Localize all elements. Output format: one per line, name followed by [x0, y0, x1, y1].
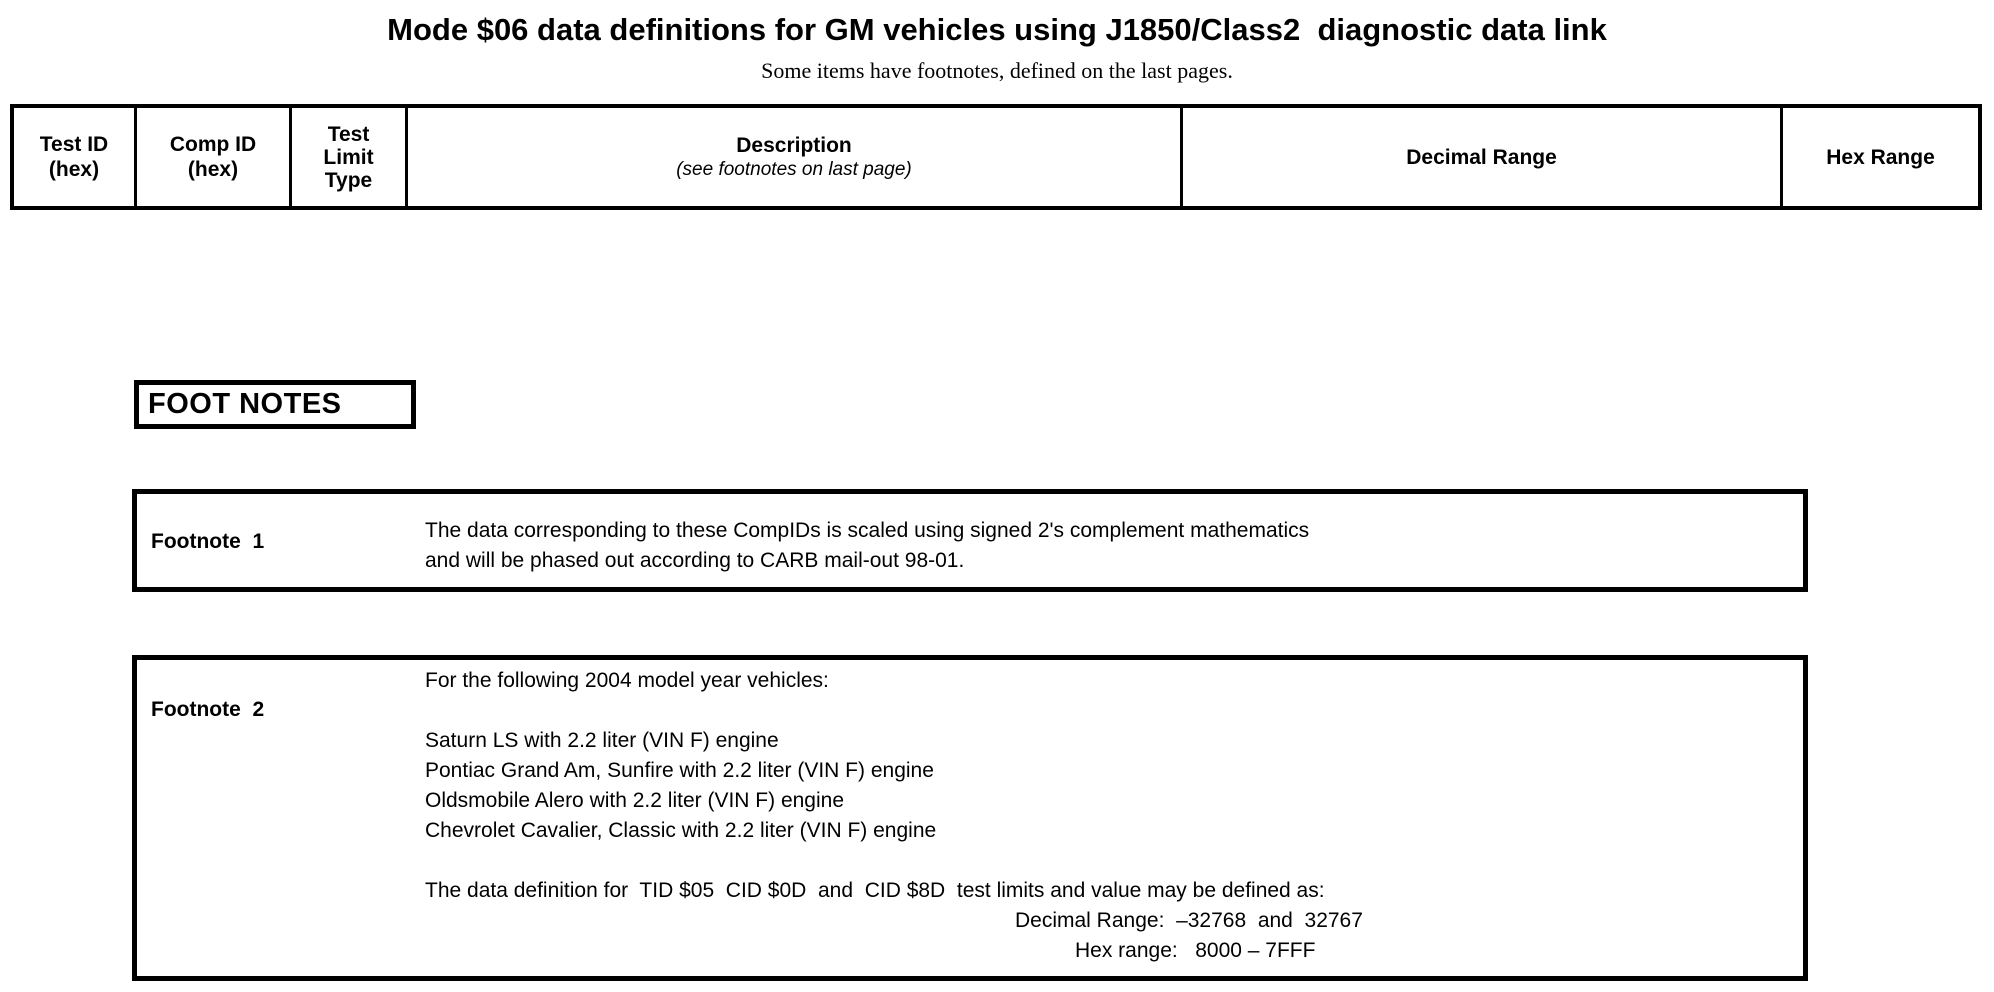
footnote-2-label: Footnote 2 [151, 698, 265, 721]
column-header-comp-id-line2: (hex) [187, 158, 239, 181]
footnotes-section-heading-text: FOOT NOTES [148, 388, 342, 420]
column-header-test-limit-type [292, 108, 408, 206]
footnote-1-text-line1: The data corresponding to these CompIDs is scaled using signed 2's complement mathematics [425, 519, 1310, 542]
footnote-2-decimal-range: Decimal Range: –32768 and 32767 [1015, 909, 1363, 932]
footnote-2-vehicle-4: Chevrolet Cavalier, Classic with 2.2 liter (VIN F) engine [425, 819, 937, 842]
data-table-header [10, 104, 1982, 210]
spacer-line [425, 846, 1803, 876]
footnote-2-vehicle-3: Oldsmobile Alero with 2.2 liter (VIN F) engine [425, 789, 845, 812]
footnote-2-intro: For the following 2004 model year vehicles: [425, 669, 829, 692]
footnotes-section-heading [134, 380, 416, 429]
column-header-test-id-line1: Test ID [39, 133, 109, 156]
spacer-line [425, 696, 1803, 726]
footnote-2-vehicle-2: Pontiac Grand Am, Sunfire with 2.2 liter (VIN F) engine [425, 759, 934, 782]
column-header-test-id [14, 108, 137, 206]
footnote-2-hex-range: Hex range: 8000 – 7FFF [1075, 939, 1316, 962]
footnote-2-content [425, 660, 1803, 966]
column-header-decimal-range-line1: Decimal Range [1406, 145, 1557, 169]
column-header-hex-range-line1: Hex Range [1826, 145, 1935, 169]
footnote-2-definition: The data definition for TID $05 CID $0D and CID $8D test limits and value may be defined as: [425, 879, 1325, 902]
column-header-test-limit-type-line1: Test [327, 122, 370, 146]
footnote-1-content [425, 494, 1803, 576]
page-subtitle: Some items have footnotes, defined on the last pages. [761, 58, 1233, 83]
column-header-description-line1: Description [736, 133, 852, 157]
page-title: Mode $06 data definitions for GM vehicles using J1850/Class2 diagnostic data link [387, 12, 1607, 47]
footnote-1-box [132, 489, 1808, 592]
footnote-2-vehicle-1: Saturn LS with 2.2 liter (VIN F) engine [425, 729, 779, 752]
column-header-comp-id-line1: Comp ID [169, 133, 257, 156]
footnote-1-label: Footnote 1 [151, 530, 265, 553]
column-header-description [408, 108, 1183, 206]
column-header-test-limit-type-line3: Type [324, 168, 373, 192]
column-header-comp-id [137, 108, 292, 206]
column-header-hex-range [1783, 108, 1978, 206]
column-header-description-note: (see footnotes on last page) [676, 158, 912, 180]
column-header-test-id-line2: (hex) [48, 158, 100, 181]
footnote-1-text-line2: and will be phased out according to CARB mail-out 98-01. [425, 549, 965, 572]
footnote-2-box [132, 655, 1808, 981]
column-header-decimal-range [1183, 108, 1783, 206]
column-header-test-limit-type-line2: Limit [323, 145, 374, 169]
